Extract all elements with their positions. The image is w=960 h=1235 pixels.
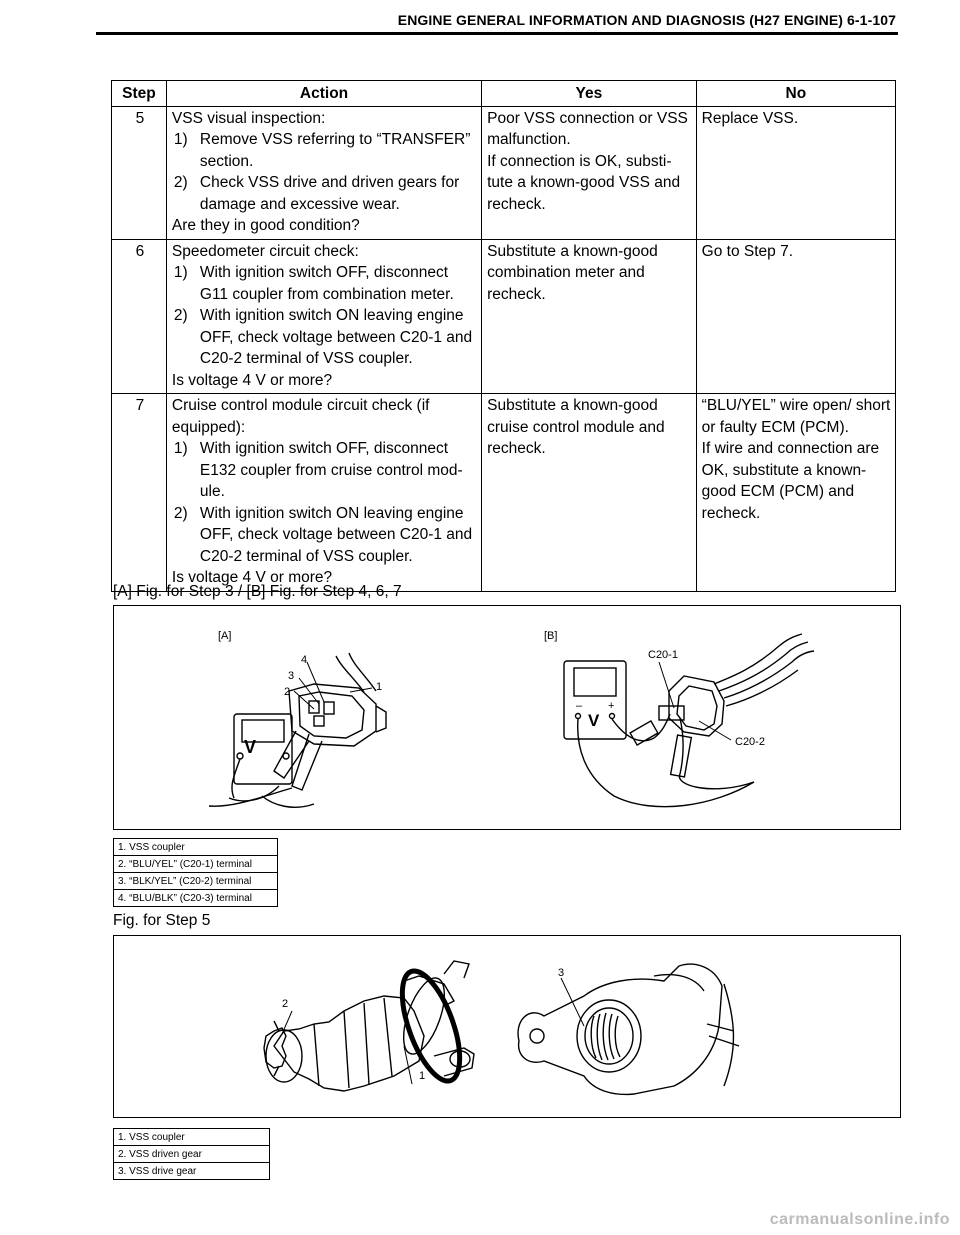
legend-row: [114, 1146, 270, 1163]
legend-row: [114, 1163, 270, 1180]
legend-item: 4. “BLU/BLK” (C20-3) terminal: [114, 890, 278, 907]
action-item-text: Check VSS drive and driven gears for damage and excessive wear.: [199, 174, 460, 213]
action-intro: VSS visual inspection:: [171, 109, 326, 127]
c20-1-label: C20-1: [648, 649, 678, 661]
header-no: No: [696, 81, 895, 107]
action-item: [172, 438, 478, 503]
figure1-label-a: [A]: [218, 630, 232, 642]
step-number: 7: [112, 394, 167, 592]
no-cell: [696, 394, 895, 592]
step-number: 5: [112, 106, 167, 239]
legend-item: 2. “BLU/YEL” (C20-1) terminal: [114, 856, 278, 873]
figure2-caption: Fig. for Step 5: [113, 912, 211, 929]
header-step: Step: [112, 81, 167, 107]
action-item-text: With ignition switch ON leaving engine OFF, check voltage between C20-1 and C20-2 terminal of VSS coupler.: [199, 307, 473, 367]
figure2-callout-2: 2: [282, 998, 289, 1010]
c20-2-label: C20-2: [735, 736, 765, 748]
figure1-caption: [A] Fig. for Step 3 / [B] Fig. for Step 4, 6, 7: [113, 583, 402, 600]
callout-a-4: 4: [301, 654, 308, 666]
table-row: [112, 106, 896, 239]
callout-a-2: 2: [284, 686, 291, 698]
no-cell: [696, 106, 895, 239]
table-row: [112, 394, 896, 592]
meter-symbol-b: V: [588, 711, 600, 730]
watermark: carmanualsonline.info: [769, 1211, 950, 1228]
figure1-legend: [113, 838, 278, 907]
action-item-number: 1): [173, 131, 188, 148]
action-question: Is voltage 4 V or more?: [171, 569, 333, 586]
legend-item: 1. VSS coupler: [114, 1129, 270, 1146]
action-question: Is voltage 4 V or more?: [171, 371, 333, 389]
action-question: Are they in good condition?: [171, 217, 360, 234]
legend-item: 1. VSS coupler: [114, 839, 278, 856]
action-item: [172, 262, 478, 305]
legend-row: [114, 1129, 270, 1146]
action-item-text: With ignition switch OFF, disconnect E132 coupler from cruise control mod-ule.: [199, 440, 463, 500]
legend-item: 3. VSS drive gear: [114, 1163, 270, 1180]
legend-row: [114, 873, 278, 890]
meter-minus-b: –: [576, 700, 583, 712]
legend-row: [114, 839, 278, 856]
header-yes: Yes: [482, 81, 697, 107]
action-item: [172, 129, 478, 172]
action-item-text: With ignition switch OFF, disconnect G11 coupler from combination meter.: [199, 264, 454, 303]
table-row: [112, 239, 896, 394]
callout-a-1: 1: [376, 681, 383, 693]
yes-text: Poor VSS connection or VSS malfunction.: [487, 109, 688, 148]
yes-text: Substitute a known-good cruise control module and recheck.: [487, 397, 665, 457]
figure1-label-b: [B]: [544, 630, 558, 642]
figure2-callouts: [282, 978, 584, 1084]
action-cell: [166, 106, 481, 239]
action-item-number: 2): [173, 307, 188, 324]
vss-coupler-a-drawing: [209, 653, 386, 807]
no-text: If wire and connection are OK, substitute a known-good ECM (PCM) and recheck.: [701, 440, 880, 522]
action-item: [172, 305, 478, 370]
action-item-text: With ignition switch ON leaving engine OFF, check voltage between C20-1 and C20-2 terminal of VSS coupler.: [199, 504, 473, 565]
action-cell: [166, 239, 481, 394]
no-text: “BLU/YEL” wire open/ short or faulty ECM (PCM).: [701, 397, 891, 436]
legend-item: 3. “BLK/YEL” (C20-2) terminal: [114, 873, 278, 890]
figure2-legend: [113, 1128, 270, 1180]
page-header-title: ENGINE GENERAL INFORMATION AND DIAGNOSIS (H27 ENGINE) 6-1-107: [397, 12, 896, 28]
yes-cell: [482, 106, 697, 239]
table-header-row: [112, 81, 896, 107]
meter-plus-b: +: [608, 700, 615, 712]
yes-cell: [482, 239, 697, 394]
action-item-number: 1): [173, 440, 188, 457]
vss-drive-gear-drawing: [518, 964, 739, 1094]
action-cell: [166, 394, 481, 592]
legend-row: [114, 856, 278, 873]
figure2-illustration: [113, 935, 901, 1118]
yes-cell: [482, 394, 697, 592]
no-text: Replace VSS.: [701, 109, 799, 127]
action-intro: Speedometer circuit check:: [171, 242, 359, 260]
callout-a-3: 3: [288, 670, 295, 682]
action-item: [172, 172, 478, 215]
meter-symbol-a: V: [244, 737, 257, 757]
legend-item: 2. VSS driven gear: [114, 1146, 270, 1163]
action-item-number: 2): [173, 504, 188, 522]
no-text: Go to Step 7.: [701, 242, 794, 260]
vss-coupler-b-drawing: [564, 634, 814, 807]
legend-row: [114, 890, 278, 907]
figure2-callout-1: 1: [419, 1070, 426, 1082]
figure1-illustration: [113, 605, 901, 830]
action-item-text: Remove VSS referring to “TRANSFER” section.: [199, 131, 471, 170]
action-item: [172, 503, 478, 568]
diagnosis-table: [111, 80, 896, 592]
yes-text: If connection is OK, substi-tute a known-good VSS and recheck.: [487, 152, 681, 213]
figure2-callout-3: 3: [558, 967, 565, 979]
action-item-number: 1): [173, 264, 188, 281]
action-item-number: 2): [173, 174, 188, 191]
action-intro: Cruise control module circuit check (if equipped):: [171, 397, 430, 436]
yes-text: Substitute a known-good combination meter and recheck.: [487, 242, 658, 303]
header-rule: [96, 32, 898, 35]
vss-driven-gear-drawing: [264, 961, 474, 1091]
step-number: 6: [112, 239, 167, 394]
header-action: Action: [166, 81, 481, 107]
no-cell: [696, 239, 895, 394]
